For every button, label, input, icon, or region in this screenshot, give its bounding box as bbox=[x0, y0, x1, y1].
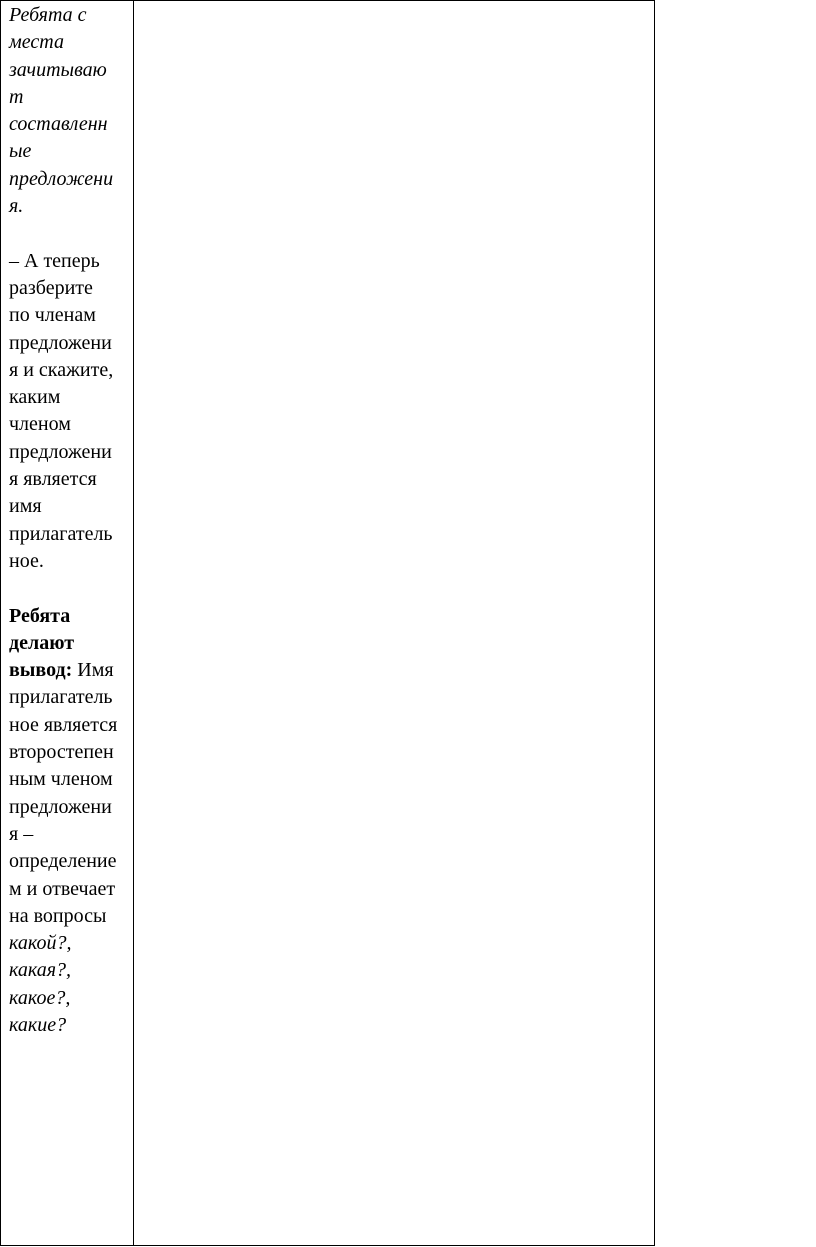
paragraph-spacer bbox=[9, 575, 129, 602]
text-line: членом bbox=[9, 413, 71, 436]
paragraph-teacher-question bbox=[9, 248, 129, 576]
text-line: места bbox=[9, 31, 64, 54]
text-line: я. bbox=[9, 195, 24, 218]
right-cell bbox=[134, 1, 655, 1246]
text-line: прилагатель bbox=[9, 686, 113, 709]
text-line: ным членом bbox=[9, 768, 113, 791]
text-line: второстепен bbox=[9, 741, 114, 764]
text-line: предложени bbox=[9, 795, 112, 818]
paragraph-students-read bbox=[9, 2, 129, 220]
text-fragment: Имя bbox=[72, 659, 114, 682]
text-line: имя bbox=[9, 495, 42, 518]
text-line-bold: Ребята bbox=[9, 604, 71, 627]
left-cell bbox=[1, 1, 134, 1246]
text-line-italic: какое?, bbox=[9, 986, 71, 1009]
table-row bbox=[1, 1, 655, 1246]
text-line: предложени bbox=[9, 167, 114, 190]
text-line-mixed bbox=[9, 657, 129, 684]
text-line: каким bbox=[9, 386, 61, 409]
text-line: по членам bbox=[9, 304, 96, 327]
text-line: ые bbox=[9, 140, 32, 163]
text-line: я является bbox=[9, 468, 97, 491]
text-line: разберите bbox=[9, 276, 93, 299]
text-line: на вопросы bbox=[9, 904, 107, 927]
text-line-italic: какие? bbox=[9, 1013, 67, 1036]
text-line: прилагатель bbox=[9, 522, 113, 545]
paragraph-spacer bbox=[9, 220, 129, 247]
text-line: ное является bbox=[9, 713, 118, 736]
text-line: предложени bbox=[9, 440, 112, 463]
text-line: м и отвечает bbox=[9, 877, 116, 900]
text-line: предложени bbox=[9, 331, 112, 354]
paragraph-conclusion bbox=[9, 603, 129, 1040]
text-line: я и скажите, bbox=[9, 358, 114, 381]
left-cell-text bbox=[1, 1, 133, 1039]
text-line-italic: какой?, bbox=[9, 932, 72, 955]
text-line-italic: какая?, bbox=[9, 959, 72, 982]
text-line: я – bbox=[9, 822, 34, 845]
text-line: т bbox=[9, 85, 24, 108]
text-line: определение bbox=[9, 850, 117, 873]
text-line: зачитываю bbox=[9, 58, 107, 81]
text-line: – А теперь bbox=[9, 249, 100, 272]
text-line: ное. bbox=[9, 549, 44, 572]
right-cell-text bbox=[134, 1, 654, 2]
text-line: Ребята с bbox=[9, 4, 87, 26]
text-line-bold: делают bbox=[9, 631, 75, 654]
bold-label: вывод: bbox=[9, 659, 73, 682]
text-line: составленн bbox=[9, 113, 108, 136]
